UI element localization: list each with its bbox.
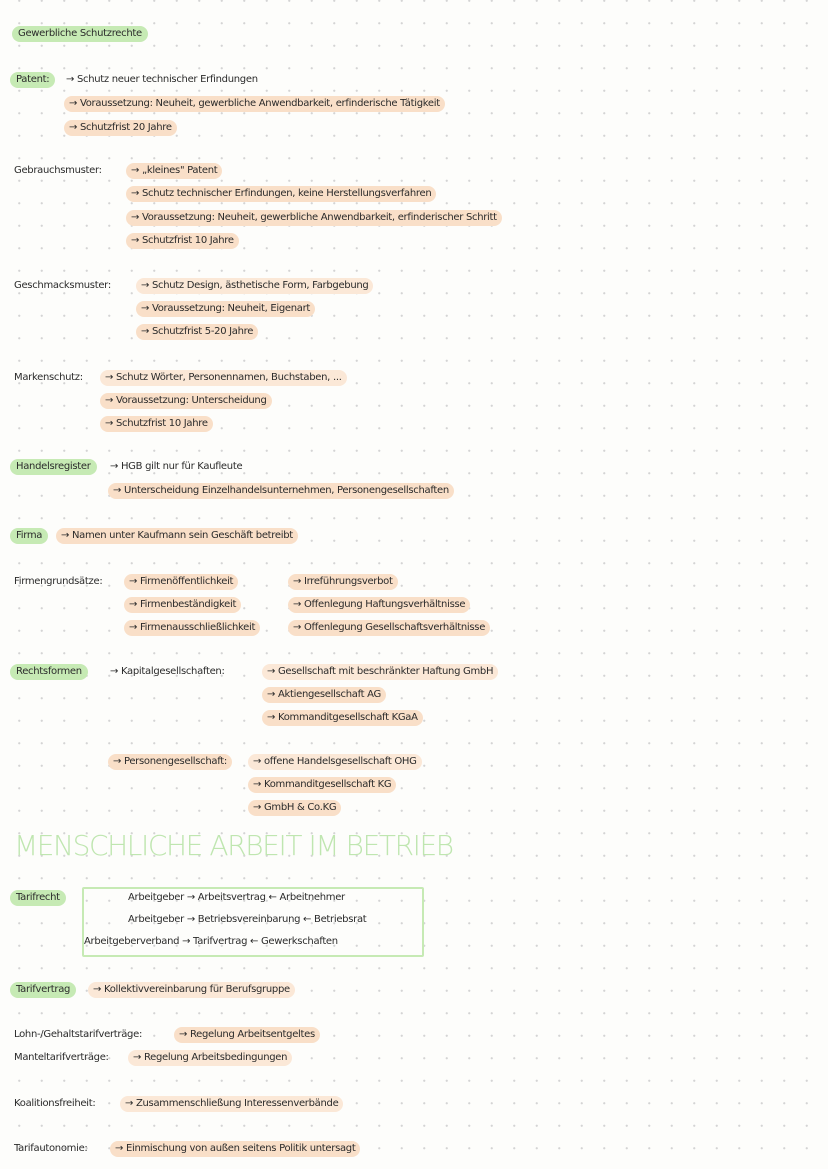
handelsregister-line-1: → HGB gilt nur für Kaufleute [110,461,243,472]
firmengrundsaetze-right-2: → Offenlegung Haftungsverhältnisse [288,597,470,613]
tarifrecht-row-2: Arbeitgeber → Betriebsvereinbarung ← Betriebsrat [128,914,367,925]
lohntarif-line-1: → Regelung Arbeitsentgeltes [174,1027,320,1043]
firma-line-1: → Namen unter Kaufmann sein Geschäft betreibt [56,528,298,544]
personengesellschaft-line-2: → Kommanditgesellschaft KG [248,777,396,793]
patent-label: Patent: [10,72,55,88]
personengesellschaft-line-1: → offene Handelsgesellschaft OHG [248,754,422,770]
markenschutz-line-1: → Schutz Wörter, Personennamen, Buchstaben, ... [100,370,347,386]
geschmacksmuster-line-2: → Voraussetzung: Neuheit, Eigenart [136,301,315,317]
tarifautonomie-line-1: → Einmischung von außen seitens Politik untersagt [110,1141,360,1157]
firmengrundsaetze-right-3: → Offenlegung Gesellschaftsverhältnisse [288,620,490,636]
geschmacksmuster-line-3: → Schutzfrist 5-20 Jahre [136,324,258,340]
manteltarif-label: Manteltarifverträge: [14,1052,109,1063]
koalitionsfreiheit-label: Koalitionsfreiheit: [14,1098,96,1109]
markenschutz-line-2: → Voraussetzung: Unterscheidung [100,393,272,409]
kapitalgesellschaften-label: → Kapitalgesellschaften: [110,666,225,677]
gebrauchsmuster-line-3: → Voraussetzung: Neuheit, gewerbliche Anwendbarkeit, erfinderischer Schritt [126,210,502,226]
lohntarif-label: Lohn-/Gehaltstarifverträge: [14,1029,143,1040]
gebrauchsmuster-line-2: → Schutz technischer Erfindungen, keine Herstellungsverfahren [126,186,436,202]
kapitalgesellschaft-line-2: → Aktiengesellschaft AG [262,687,386,703]
personengesellschaft-label: → Personengesellschaft: [108,754,232,770]
geschmacksmuster-line-1: → Schutz Design, ästhetische Form, Farbgebung [136,278,373,294]
markenschutz-label: Markenschutz: [14,372,83,383]
gebrauchsmuster-line-1: → „kleines" Patent [126,163,222,179]
koalitionsfreiheit-line-1: → Zusammenschließung Interessenverbände [120,1096,343,1112]
personengesellschaft-line-3: → GmbH & Co.KG [248,800,341,816]
firmengrundsaetze-right-1: → Irreführungsverbot [288,574,398,590]
kapitalgesellschaft-line-3: → Kommanditgesellschaft KGaA [262,710,423,726]
handelsregister-label: Handelsregister [10,459,97,475]
gebrauchsmuster-label: Gebrauchsmuster: [14,165,102,176]
tarifvertrag-line-1: → Kollektivvereinbarung für Berufsgruppe [88,982,295,998]
firmengrundsaetze-label: Firmengrundsätze: [14,576,103,587]
firmengrundsaetze-left-2: → Firmenbeständigkeit [124,597,241,613]
firmengrundsaetze-left-1: → Firmenöffentlichkeit [124,574,238,590]
rechtsformen-label: Rechtsformen [10,664,88,680]
patent-line-1: → Schutz neuer technischer Erfindungen [66,74,258,85]
tarifautonomie-label: Tarifautonomie: [14,1143,88,1154]
patent-line-2: → Voraussetzung: Neuheit, gewerbliche Anwendbarkeit, erfinderische Tätigkeit [64,96,445,112]
firmengrundsaetze-left-3: → Firmenausschließlichkeit [124,620,260,636]
tarifrecht-row-1: Arbeitgeber → Arbeitsvertrag ← Arbeitnehmer [128,892,345,903]
section-heading-gewerbliche-schutzrechte: Gewerbliche Schutzrechte [12,26,148,42]
tarifrecht-row-3: Arbeitgeberverband → Tarifvertrag ← Gewerkschaften [84,936,338,947]
patent-line-3: → Schutzfrist 20 Jahre [64,120,177,136]
geschmacksmuster-label: Geschmacksmuster: [14,280,111,291]
firma-label: Firma [10,528,48,544]
gebrauchsmuster-line-4: → Schutzfrist 10 Jahre [126,233,239,249]
handelsregister-line-2: → Unterscheidung Einzelhandelsunternehmen, Personengesellschaften [108,483,454,499]
kapitalgesellschaft-line-1: → Gesellschaft mit beschränkter Haftung GmbH [262,664,498,680]
markenschutz-line-3: → Schutzfrist 10 Jahre [100,416,213,432]
manteltarif-line-1: → Regelung Arbeitsbedingungen [128,1050,292,1066]
tarifrecht-label: Tarifrecht [10,890,66,906]
tarifvertrag-label: Tarifvertrag [10,982,76,998]
section-heading-menschliche-arbeit: MENSCHLICHE ARBEIT IM BETRIEB [14,829,453,862]
